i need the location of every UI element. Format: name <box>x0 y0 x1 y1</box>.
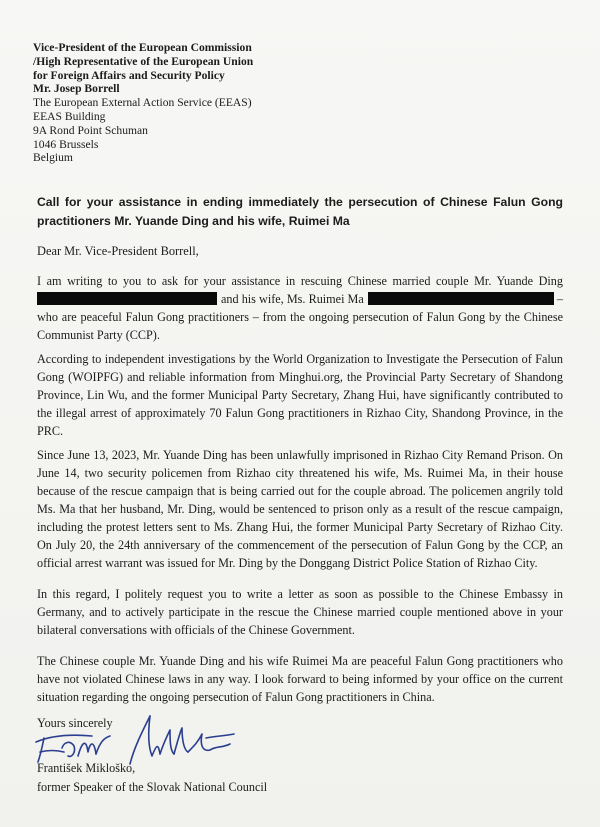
paragraph-3: Since June 13, 2023, Mr. Yuande Ding has been unlawfully imprisoned in Rizhao City Remand Prison. On June 14, two security policemen from Rizhao city threatened his wife, Ms. Ruimei Ma, in their house because of the rescue campaign that is being carried out for the couple abroad. The policemen angrily told Ms. Ma that her husband, Mr. Ding, would be sentenced to prison only as a result of the rescue campaign, including the protest letters sent to Ms. Zhang Hui, the former Municipal Party Secretary of Rizhao City. On July 20, the 24th anniversary of the commencement of the persecution of Falun Gong by the CCP, an official arrest warrant was issued for Mr. Ding by the Donggang District Police Station of Rizhao City. <box>37 448 563 570</box>
recipient-org: The European External Action Service (EEAS) <box>33 96 252 110</box>
paragraph-1-part-2: and his wife, Ms. Ruimei Ma <box>221 292 364 306</box>
recipient-address <box>33 41 253 165</box>
closing: Yours sincerely <box>37 716 113 730</box>
paragraph-1 <box>37 272 563 344</box>
signer-name: František Mikloško, <box>37 761 136 775</box>
recipient-title-1: Vice-President of the European Commission <box>33 41 252 54</box>
paragraph-1-part-3: – who are peaceful Falun Gong practitioners – from the ongoing persecution of Falun Gong by the Chinese Communist Party (CCP). <box>37 292 564 342</box>
signer-title: former Speaker of the Slovak National Council <box>37 780 268 794</box>
recipient-street: 9A Rond Point Schuman <box>33 123 148 137</box>
letter-subject: Call for your assistance in ending immediately the persecution of Chinese Falun Gong practitioners Mr. Yuande Ding and his wife, Ruimei Ma <box>37 195 563 228</box>
redaction-bar <box>368 292 554 305</box>
redaction-bar <box>37 292 217 305</box>
paragraph-2: According to independent investigations by the World Organization to Investigate the Persecution of Falun Gong (WOIPFG) and reliable information from Minghui.org, the Provincial Party Secretary of Shandong Province, Lin Wu, and the former Municipal Party Secretary, Zhang Hui, have significantly contributed to the illegal arrest of approximately 70 Falun Gong practitioners in Rizhao City, Shandong Province, in the PRC. <box>37 352 563 438</box>
paragraph-5: The Chinese couple Mr. Yuande Ding and his wife Ruimei Ma are peaceful Falun Gong practitioners who have not violated Chinese laws in any way. I look forward to being informed by your office on the current situation regarding the ongoing persecution of Falun Gong practitioners in China. <box>37 654 563 704</box>
paragraph-4: In this regard, I politely request you to write a letter as soon as possible to the Chinese Embassy in Germany, and to actively participate in the rescue the Chinese married couple mentioned above in your bilateral conversations with officials of the Chinese Government. <box>37 587 563 637</box>
salutation: Dear Mr. Vice-President Borrell, <box>37 244 199 258</box>
recipient-country: Belgium <box>33 151 73 165</box>
recipient-title-3: for Foreign Affairs and Security Policy <box>33 68 225 82</box>
recipient-building: EEAS Building <box>33 109 106 123</box>
recipient-city: 1046 Brussels <box>33 137 99 151</box>
recipient-title-2: /High Representative of the European Union <box>33 54 254 68</box>
paragraph-1-part-1: I am writing to you to ask for your assistance in rescuing Chinese married couple Mr. Yuande Ding <box>37 274 563 288</box>
recipient-name: Mr. Josep Borrell <box>33 82 120 96</box>
